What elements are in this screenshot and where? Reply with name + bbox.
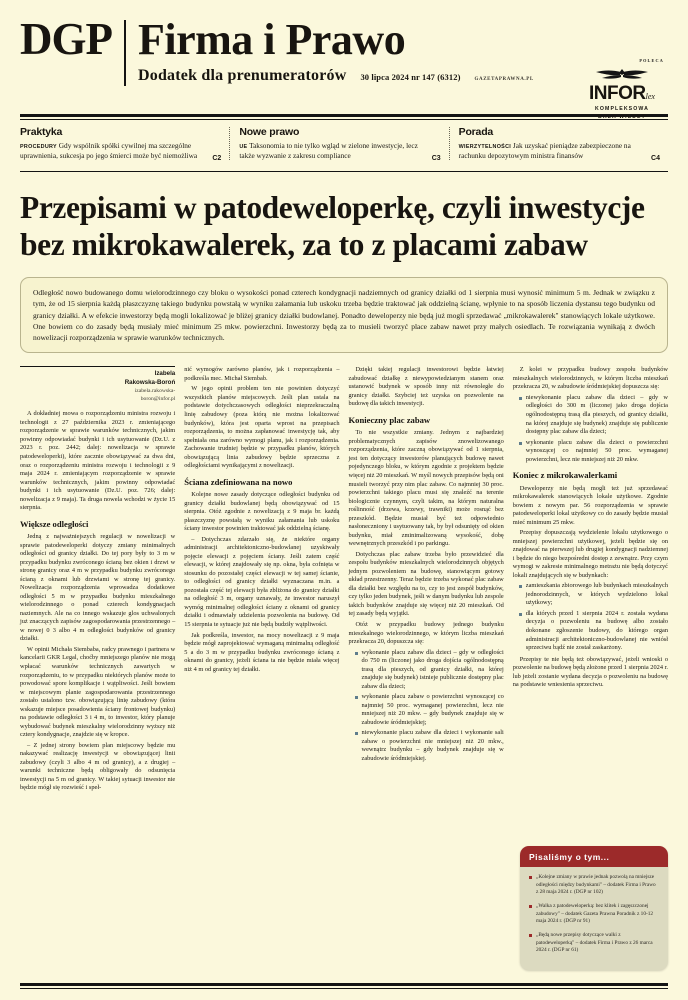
body-paragraph: nić wymogów zarówno planów, jak i rozporządzenia – podkreśla mec. Michał Siembab. <box>184 366 340 382</box>
issue-date: 30 lipca 2024 nr 147 (6312) <box>360 72 461 83</box>
body-paragraph: – Dotychczas zdarzało się, że niektóre organy administracji architektoniczno-budowlanej uzyskiwały pojęcie elewacji z pojęciem ściany. Jeśli zatem część elewacji, w której znajdowały się np. okna, była cofnięta w stosunku do pozostałej części elewacji w tej samej ścianie, to odległości od granicy działki wyznaczana m.in. a pozostała część tej elewacji była zbliżona do granicy działki na odległość 3 m, organy uznawały, że inwestor naruszył wymóg minimalnej odległości ściany z oknami od granicy działki i odmawiały udzielenia pozwolenia na budowę. Od 15 sierpnia te sytuacje już nie będą budziły wątpliwości. <box>184 535 340 628</box>
infor-tagline-line2: BAZA WIEDZY <box>598 113 646 120</box>
body-paragraph: A dokładniej mowa o rozporządzeniu ministra rozwoju i technologii z 27 października 2023 r. zmieniającego rozporządzenie w sprawie warunków technicznych, jakim powinny odpowiadać budynki i ich usytuowanie (Dz.U. z 2023 r. poz. 2442; dalej: nowelizacja w sprawie patodeweloperki), które zacznie obowiązywać za dwa dni, oraz o rozporządzeniu ministra rozwoju i technologii z 9 maja 2024 r. zmieniającym rozporządzenie w sprawie warunków technicznych, jakim powinny odpowiadać budynki i ich usytuowanie (Dz.U. poz. 726; dalej: nowelizacja z 9 maja). Ta druga nowela wchodzi w życie 15 sierpnia. <box>20 410 176 512</box>
teaser-body: Gdy wspólnik spółki cywilnej ma szczególne uprawnienia, sukcesja po jego śmierci może być niemożliwa <box>20 140 198 161</box>
article-column-2 <box>184 366 339 966</box>
masthead-rule-thick <box>20 114 668 117</box>
body-paragraph: W opinii Michała Siembaba, radcy prawnego i partnera w kancelarii GKR Legal, choćby mniejszego planów nie mogą wpłacać warunków technicznych zawartych w rozporządzeniu, to w przypadku niektórych planów może to powodować spore komplikacje i wątpliwości. Jeśli bowiem w miejscowym planie zagospodarowania przestrzennego zostało ustalono tzw. obowiązującą linię zabudowy (która wskazuje miejsce posadowienia ściany frontowej budynku) na podstawie odległości 3 i 4 m, to inwestor, który planuje wybudować budynek mieszkalny wielorodzinny wyższy niż cztery kondygnacje, znajdzie się w kropce. <box>20 645 176 739</box>
article-lead: Odległość nowo budowanego domu wielorodzinnego czy bloku o wysokości ponad czterech kondygnacji nadziemnych od granicy działki od 1 sierpnia musi wynosić minimum 5 m. Jednak w związku z tym, że od 15 sierpnia każdą płaszczyznę takiego budynku powstałą w wyniku załamania lub uskoku trzeba będzie traktować jak oddzielną ścianę, wpłynie to na sposób liczenia dystansu tego budynku od granicy działki. A w efekcie inwestorzy będą mogli lokalizować je bliżej granicy działki budowlanej. Ponadto deweloperzy nie będą już mogli sprzedawać „mikrokawalerek" stanowiących lokale użytkowe. One bowiem co do zasady będą musiały mieć minimum 25 mkw. powierzchni. Inwestorzy będą za to musieli tworzyć place zabaw nawet przy małych osiedlach. Te rozwiązania wynikają z dwóch nowelizacji rozporządzenia w sprawie warunków technicznych. <box>20 277 668 353</box>
section-subheading: Konieczny plac zabaw <box>348 415 431 425</box>
poleca-label: POLECA <box>639 58 664 63</box>
body-paragraph: W jego opinii problem ten nie powinien dotyczyć wszystkich planów miejscowych. Jeśli plan ustala na podstawie dotychczasowych odległości nieprzekraczalną linię zabudowy (poza którą nie można lokalizować budynków), która jest oparta wprost na przepisach rozporządzenia, to można zapłanować inwestycję tak, aby spełniała ona zarówno wymogi planu, jak i rozporządzenia. Zachowanie trudniej będzie w przypadku planów, których obowiązującą linia zabudowy będzie sprzeczna z odległościami wynikającymi z nowelizacji. <box>184 385 340 470</box>
teaser-body: Jak uzyskać pieniądze zabezpieczone na rachunku depozytowym ministra finansów <box>458 140 631 161</box>
teaser-kicker: UE <box>239 143 248 150</box>
teaser-kicker: PROCEDURY <box>20 143 57 150</box>
teaser-page-ref[interactable]: C2 <box>212 154 222 162</box>
infor-tagline-line1: KOMPLEKSOWA <box>595 106 649 112</box>
body-paragraph: Otóż w przypadku budowy jednego budynku mieszkalnego wielorodzinnego, w którym liczba mieszkań przekracza 20, dopuszcza się: <box>348 621 504 646</box>
body-paragraph: Z kolei w przypadku budowy zespołu budynków mieszkalnych wielorodzinnych, w którym liczba mieszkań przekracza 20, w zabudowie śródmiejskiej dopuszcza się: <box>512 366 668 391</box>
article-column-1 <box>20 366 175 966</box>
related-articles-title: Pisaliśmy o tym... <box>520 846 668 867</box>
related-article-item[interactable]: „Kolejne zmiany w prawie jednak pozwolą na mniejsze odległości między budynkami" – dodatek Firma i Prawo z 28 maja 2024 r. (DGP nr 102) <box>529 874 659 897</box>
teaser-text <box>20 140 222 162</box>
supplement-title: Firma i Prawo <box>138 15 406 64</box>
teaser-section-label: Nowe prawo <box>239 125 300 138</box>
column-1-body <box>20 410 175 793</box>
infor-tagline <box>576 106 668 122</box>
article-headline: Przepisami w patodeweloperkę, czyli inwestycje bez mikrokawalerek, za to z placami zabaw <box>20 190 645 262</box>
related-article-item[interactable]: „Walka z patodeweloperką: bez klitek i zagęszczonej zabudowy" – dodatek Gazeta Prawna Poradnik z 10-12 maja 2024 r. (DGP nr 91) <box>529 903 659 926</box>
infor-lex: lex <box>645 92 655 101</box>
body-paragraph: Przepisy te nie będą też obowiązywać, jeżeli wnioski o pozwolenie na budowę będą złożone przed 1 sierpnia 2024 r. lub jeżeli zostanie wydana decyzja o pozwoleniu na budowę na podstawie wniesienia sprzeciwu. <box>512 655 668 689</box>
body-paragraph: Jak podkreśla, inwestor, na mocy nowelizacji z 9 maja będzie mógł zaprojektować wymaganą minimalną odległość 5 a do 3 m w przypadku budynku zwróconego ścianą z oknami do granicy, jeżeli ściana ta nie będzie miała więcej niż 4 m od granicy tej działki. <box>184 631 340 673</box>
author-email-line1[interactable]: izabela.rakowska- <box>134 387 176 394</box>
body-paragraph: Przepisy dopuszczają wydzielenie lokalu użytkowego o mniejszej powierzchni użytkowej, jeżeli będzie się on znajdować na pierwszej lub drugiej kondygnacji nadziemnej i będzie do niego bezpośredni dostęp z zewnątrz. Przy czym wymogi w zakresie minimalnego metrażu nie będą dotyczyć lokali znajdujących się w budynkach: <box>512 529 668 579</box>
teaser-kicker: WIERZYTELNOŚCI <box>458 143 512 150</box>
column-3-body <box>349 366 504 763</box>
bullet-item: zamieszkania zbiorowego lub budynkach mieszkalnych jednorodzinnych, w których wydzielono lokal użytkowy; <box>521 582 668 608</box>
teaser-text <box>239 141 438 162</box>
column-4-body <box>513 366 668 689</box>
related-article-item[interactable]: „Będą nowe przepisy dotyczące walki z patodeweloperką" – dodatek Firma i Prawo z 26 marca 2024 r. (DGP nr 61) <box>529 932 659 955</box>
section-subheading: Ściana zdefiniowana na nowo <box>184 476 293 487</box>
body-paragraph: To nie wszystkie zmiany. Jednym z najbardziej problematycznych zapisów znowelizowanego rozporządzenia, które zaczną obowiązywać od 1 sierpnia, jest ten dotyczący inwestorów planujących budowę nawet pojedynczego bloku, w którym zgodnie z projektem będzie więcej niż 20 mieszkań. W myśl nowych przepisów będą oni musieli tworzyć przy nim plac zabaw. Co najmniej 30 proc. powierzchni takiego placu musi się znaleźć na terenie biologicznie czynnym, czyli takim, na którym naturalna roślinność (drzewa, krzewy, trawniki) może rosnąć bez przeszkód. Będzie musiał być też odpowiednio nasłoneczniony i usytuowany tak, by był odsunięty od okien budynku, miał zminimalizowaną wysokość, dobę wewnętrznych przeszkód i po parkingu. <box>348 429 504 548</box>
body-paragraph: Kolejne nowe zasady dotyczące odległości budynku od granicy działki budowlanej będą obowiązywać od 15 sierpnia. Otóż zgodnie z nowelizacją z 9 maja br. każdą płaszczyznę powstałą w wyniku załamania lub uskoku ściany inwestor powinien traktować jak oddzielną ścianę. <box>184 491 340 533</box>
byline <box>20 366 175 403</box>
masthead-subtitle: Dodatek dla prenumeratorów <box>138 67 347 85</box>
bullet-item: niewykonanie placu zabaw dla dzieci i wykonanie sali zabaw o powierzchni nie mniejszej niż 20 mkw., wewnątrz budynku – gdy budynek znajduje się w zabudowie śródmiejskiej. <box>357 729 504 763</box>
infor-logo-block[interactable] <box>576 58 668 122</box>
bullet-list <box>513 582 668 652</box>
teaser-text <box>459 141 658 162</box>
teaser-porada[interactable] <box>449 126 668 162</box>
related-articles-list <box>520 867 668 970</box>
infor-word: INFOR <box>589 83 646 104</box>
body-paragraph: Dotychczas plac zabaw trzeba było przewidzieć dla zespołu budynków mieszkalnych wielorodzinnych objętych jednym pozwoleniem na budowę, stanowiącym gotowy układ przestrzenny. Teraz będzie trzeba wykonać plac zabaw dla działki bez względu na to, czy to jest zespół budynków, czy tylko jeden budynek, jeśli w danym budynku lub zespole takich budynków znajduje się więcej niż 20 mieszkań. Od tej zasady będą wyjątki. <box>348 550 504 618</box>
infor-bird-icon <box>595 66 649 82</box>
teaser-bar <box>20 120 668 170</box>
author-name-line1: Izabela <box>154 370 176 378</box>
teaser-rule <box>20 171 668 172</box>
bullet-item: wykonanie placu zabaw dla dzieci – gdy w odległości do 750 m (liczonej jako droga dojścia ogólnodostępną trasą dla pieszych, od granicy działki, na której znajduje się budynek) istnieje publicznie dostępny plac zabaw dla dzieci; <box>357 649 504 692</box>
author-name-line2: Rakowska-Boroń <box>124 379 176 387</box>
bullet-item: dla których przed 1 sierpnia 2024 r. została wydana decyzja o pozwoleniu na budowę albo zostało dokonane zgłoszenie budowy, do którego organ administracji architektoniczno-budowlanej nie wniósł sprzeciwu bądź nie został zaskarżony. <box>521 610 668 653</box>
bullet-item: niewykonanie placu zabaw dla dzieci – gdy w odległości do 300 m (liczonej jako droga dojścia ogólnodostępną trasą dla pieszych, od granicy działki, na której znajduje się budynek) znajduje się publicznie dostępny plac zabaw dla dzieci; <box>521 394 668 437</box>
site-url[interactable]: GAZETAPRAWNA.PL <box>474 77 534 83</box>
masthead <box>20 0 668 120</box>
brand-logo[interactable]: DGP <box>20 14 112 64</box>
masthead-logo-row <box>20 0 668 86</box>
teaser-page-ref[interactable]: C4 <box>651 154 660 162</box>
bullet-list <box>513 394 668 464</box>
bullet-item: wykonanie placu zabaw o powierzchni wynoszącej co najmniej 50 proc. wymaganej powierzchni, lecz nie mniejszej niż 20 mkw. – gdy budynek znajduje się w zabudowie śródmiejskiej; <box>357 693 504 727</box>
article-column-3 <box>349 366 504 966</box>
teaser-nowe-prawo[interactable] <box>229 126 448 162</box>
bullet-list <box>349 649 504 764</box>
author-email-line2[interactable]: boron@infor.pl <box>140 395 176 402</box>
body-paragraph: Deweloperzy nie będą mogli też już sprzedawać mikrokawalerek stanowiących lokale użytkowe. Zgodnie bowiem z nowym par. 56 rozporządzenia w sprawie patodeweloperki lokal użytkowy co do zasady będzie musiał mieć minimum 25 mkw. <box>512 484 668 526</box>
footer-rule <box>20 983 668 986</box>
section-subheading: Większe odległości <box>20 518 89 529</box>
infor-wordmark <box>576 83 668 105</box>
section-subheading: Koniec z mikrokawalerkami <box>512 470 618 481</box>
teaser-section-label: Porada <box>458 125 494 138</box>
bullet-item: wykonanie placu zabaw dla dzieci o powierzchni wynoszącej co najmniej 50 proc. wymaganej powierzchni, lecz nie mniejszej niż 20 mkw. <box>521 439 668 465</box>
teaser-section-label: Praktyka <box>20 125 63 138</box>
teaser-page-ref[interactable]: C3 <box>431 154 441 162</box>
body-paragraph: Jedną z najważniejszych regulacji w nowelizacji w sprawie patodeweloperki dotyczy zmiany minimalnych odległości od granicy działki. Do tej pory były to 3 m w przypadku budynku zwróconego ścianą bez okien i drzwi w stronę granicy oraz 4 m w przypadku budynku zwróconego ścianą z oknami lub drzwiami w stronę tej granicy. Nowelizacja rozporządzenia wprowadza dodatkowe odległości 5 m w przypadku budynku mieszkalnego wielorodzinnego o ponad czterech kondygnacjach naziemnych. Ale na co innego wskazuje glos uchwalonych już znaczących zapisów zagospodarowania przestrzennego – w nowej 0 3 albo 4 m odległości budynków od granicy działki. <box>20 533 176 643</box>
body-paragraph: Dzięki takiej regulacji inwestorowi będzie łatwiej zabudować działkę z niewypowiedzianym stanem oraz ustanowić budynek w sposób inny niż równoległe do granicy działki. Szybciej też uzyska on pozwolenie na budowę dla takich inwestycji. <box>348 366 504 408</box>
masthead-subline <box>138 67 534 85</box>
teaser-body: Taksonomia to nie tylko wgląd w zielone inwestycje, lecz także wyzwanie z zakresu compliance <box>239 140 418 161</box>
masthead-divider <box>124 20 126 86</box>
body-paragraph: – Z jednej strony bowiem plan miejscowy będzie mu nakazywać realizację inwestycji w obowiązującej linii zabudowy (czyli 3 albo 4 m od granicy), a z drugiej – warunki techniczne będą obligowały do odsunięcia inwestycji na 5 m od granicy. W takiej sytuacji inwestor nie będzie mógł się rozwieść i speł- <box>20 741 176 792</box>
column-2-body <box>184 366 339 674</box>
teaser-praktyka[interactable] <box>20 126 229 162</box>
related-articles-box <box>520 846 668 970</box>
